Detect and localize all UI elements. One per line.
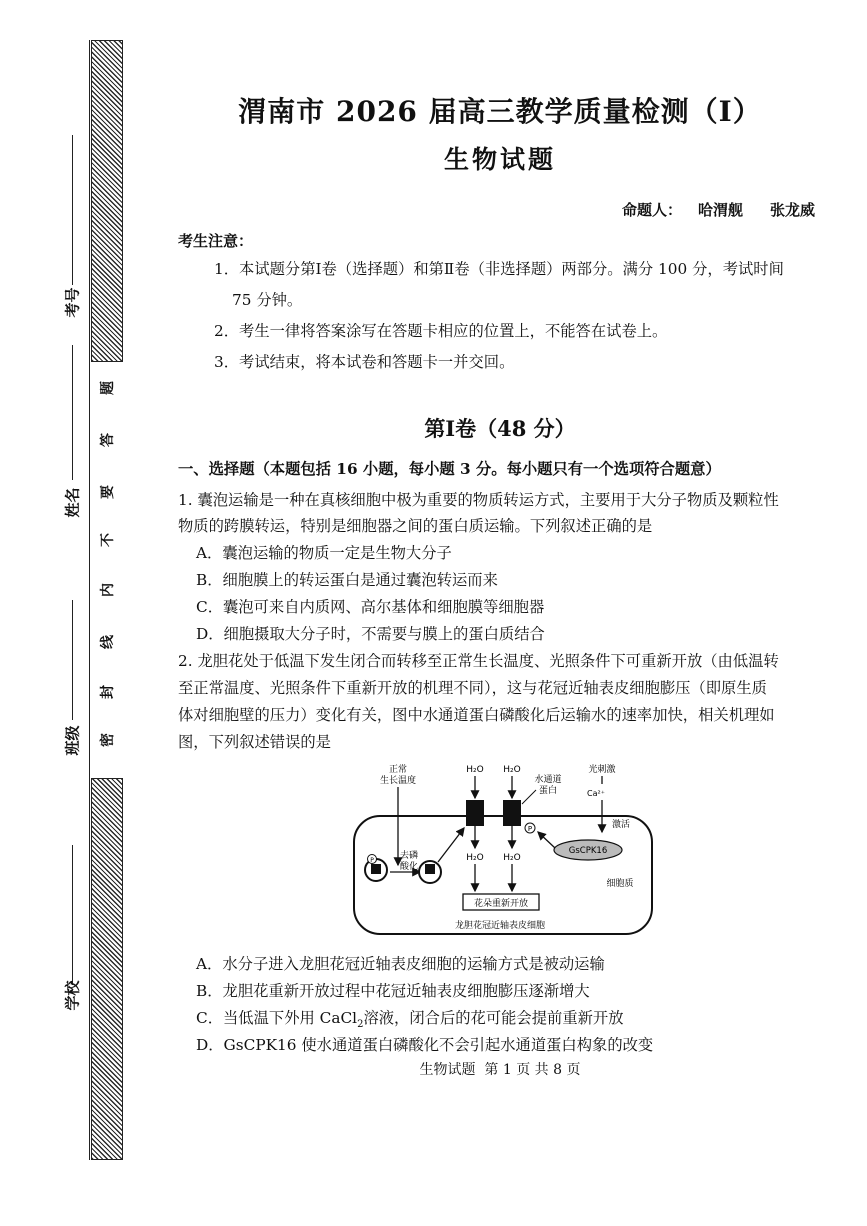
name-line <box>72 345 73 480</box>
school-label: 学校 <box>63 980 82 1011</box>
notice-item: 2．考生一律将答案涂写在答题卡相应的位置上，不能答在试卷上。 <box>214 322 668 340</box>
notice-item: 75 分钟。 <box>232 291 303 309</box>
vesicle-channel-protein <box>425 864 435 874</box>
class-line <box>72 600 73 720</box>
label-reopen: 花朵重新开放 <box>473 899 529 909</box>
arrow-phosphorylate <box>538 832 555 848</box>
author-name: 哈渭舰 <box>698 201 744 219</box>
cell-membrane <box>354 816 652 934</box>
vesicle-channel-protein <box>371 864 381 874</box>
label-normal-temp: 正常 <box>388 765 408 775</box>
seal-char: 密 <box>100 733 116 747</box>
label-h2o: H₂O <box>503 853 521 863</box>
volume-title: 第Ⅰ卷（48 分） <box>424 416 576 441</box>
question-2-option-a[interactable]: A．水分子进入龙胆花冠近轴表皮细胞的运输方式是被动运输 <box>196 955 605 973</box>
label-activate: 激活 <box>612 820 631 830</box>
label-h2o: H₂O <box>503 765 521 775</box>
class-label: 班级 <box>63 725 82 756</box>
option-c-text: 溶液，闭合后的花可能会提前重新开放 <box>363 1009 624 1027</box>
exam-number-line <box>72 135 73 285</box>
exam-number-label: 考号 <box>63 287 82 318</box>
seal-char: 内 <box>100 583 116 597</box>
question-1-option-b[interactable]: B．细胞膜上的转运蛋白是通过囊泡转运而来 <box>196 571 498 589</box>
exam-title: 渭南市 2026 届高三教学质量检测（Ⅰ） <box>238 95 762 128</box>
name-label: 姓名 <box>63 487 82 518</box>
hatched-margin-top <box>91 40 123 362</box>
pointer-line <box>522 790 536 804</box>
label-dephos: 酸化 <box>400 862 419 872</box>
notice-item: 3．考试结束，将本试卷和答题卡一并交回。 <box>214 353 515 371</box>
question-2-stem: 2. 龙胆花处于低温下发生闭合而转移至正常生长温度、光照条件下可重新开放（由低温转 <box>178 652 779 670</box>
author-label: 命题人： <box>622 201 683 219</box>
seal-char: 题 <box>100 381 116 395</box>
question-1-option-d[interactable]: D．细胞摄取大分子时，不需要与膜上的蛋白质结合 <box>196 625 545 643</box>
part-heading: 一、选择题（本题包括 16 小题，每小题 3 分。每小题只有一个选项符合题意） <box>178 460 721 478</box>
hatched-margin-bottom <box>91 778 123 1160</box>
question-1-option-c[interactable]: C．囊泡可来自内质网、高尔基体和细胞膜等细胞器 <box>196 598 545 616</box>
notice-heading: 考生注意： <box>178 232 254 250</box>
seal-char: 不 <box>100 533 116 547</box>
question-2-option-b[interactable]: B．龙胆花重新开放过程中花冠近轴表皮细胞膨压逐渐增大 <box>196 982 590 1000</box>
arrow-vesicle-to-membrane <box>438 828 464 862</box>
label-p: P <box>370 857 374 864</box>
label-cell: 龙胆花冠近轴表皮细胞 <box>454 921 546 931</box>
question-2-stem: 图，下列叙述错误的是 <box>178 733 331 751</box>
binding-line <box>89 40 90 1160</box>
water-channel-protein-phosphorylated <box>503 800 521 826</box>
label-cytoplasm: 细胞质 <box>606 879 634 889</box>
question-1-stem: 物质的跨膜转运，特别是细胞器之间的蛋白质运输。下列叙述正确的是 <box>178 517 653 535</box>
page-footer: 生物试题 第 1 页 共 8 页 <box>419 1062 581 1078</box>
question-1-stem: 1. 囊泡运输是一种在真核细胞中极为重要的物质转运方式，主要用于大分子物质及颗粒性 <box>178 491 779 509</box>
seal-char: 封 <box>100 685 116 699</box>
mechanism-figure <box>350 760 660 942</box>
label-kinase: GsCPK16 <box>568 846 608 856</box>
label-normal-temp: 生长温度 <box>379 776 417 786</box>
label-h2o: H₂O <box>466 765 484 775</box>
label-h2o: H₂O <box>466 853 484 863</box>
subscript: 2 <box>357 1019 364 1031</box>
water-channel-protein <box>466 800 484 826</box>
seal-char: 要 <box>100 485 116 499</box>
question-2-option-c[interactable] <box>196 1008 624 1035</box>
question-2-stem: 至正常温度、光照条件下重新开放的机理不同），这与花冠近轴表皮细胞膨压（即原生质 <box>178 679 767 697</box>
mechanism-diagram <box>350 760 660 942</box>
subject-title: 生物试题 <box>443 145 556 174</box>
label-channel: 水通道 <box>534 775 562 785</box>
question-1-option-a[interactable]: A．囊泡运输的物质一定是生物大分子 <box>196 544 452 562</box>
notice-item: 1．本试题分第Ⅰ卷（选择题）和第Ⅱ卷（非选择题）两部分。满分 100 分，考试时间 <box>214 260 784 278</box>
question-2-stem: 体对细胞壁的压力）变化有关，图中水通道蛋白磷酸化后运输水的速率加快，相关机理如 <box>178 706 775 724</box>
label-dephos: 去磷 <box>400 851 419 861</box>
author-name: 张龙威 <box>770 201 816 219</box>
label-calcium: Ca²⁺ <box>587 789 605 798</box>
question-2-option-d[interactable]: D．GsCPK16 使水通道蛋白磷酸化不会引起水通道蛋白构象的改变 <box>196 1036 654 1054</box>
seal-char: 答 <box>100 433 116 447</box>
option-c-text: C．当低温下外用 CaCl <box>196 1009 358 1027</box>
school-line <box>72 845 73 985</box>
label-light: 光刺激 <box>588 765 616 775</box>
label-p: P <box>527 825 533 833</box>
seal-char: 线 <box>100 635 116 649</box>
label-channel: 蛋白 <box>538 786 558 796</box>
